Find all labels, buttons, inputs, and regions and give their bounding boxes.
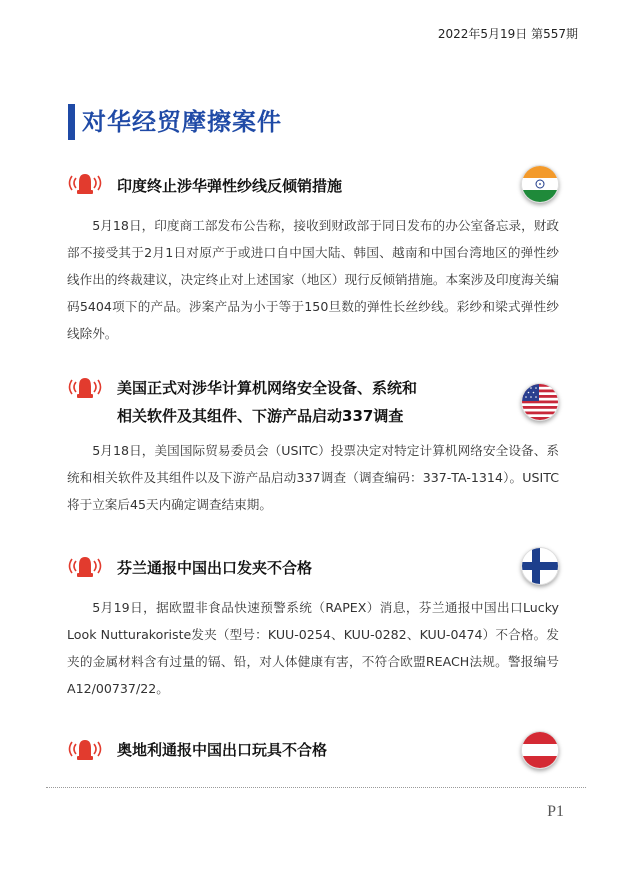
issue-date: 2022年5月19日 第557期 <box>437 27 578 41</box>
case-body: 5月18日，美国国际贸易委员会（USITC）投票决定对特定计算机网络安全设备、系统和相关软件及其组件以及下游产品启动337调查（调查编码：337-TA-1314）。USITC将于立案后45天内确定调查结束期。 <box>67 443 559 512</box>
case-title <box>117 736 327 764</box>
case-body: 5月19日，据欧盟非食品快速预警系统（RAPEX）消息，芬兰通报中国出口Lucky Look Nutturakoriste发夹（型号：KUU-0254、KUU-0282、KUU-0474）不合格。发夹的金属材料含有过量的镉、铅，对人体健康有害，不符合欧盟REACH法规。警报编号A12/00737/22。 <box>67 600 559 696</box>
case-title <box>117 172 342 200</box>
case-title-line: 印度终止涉华弹性纱线反倾销措施 <box>117 177 343 195</box>
section-title: 对华经贸摩擦案件 <box>82 108 282 136</box>
alarm-icon <box>66 170 104 196</box>
usa-flag-icon <box>521 383 559 421</box>
austria-flag-icon <box>521 731 559 769</box>
case-title-line: 芬兰通报中国出口发夹不合格 <box>117 559 313 577</box>
case-title-line: 相关软件及其组件、下游产品启动337调查 <box>117 407 404 425</box>
alarm-icon <box>66 374 104 400</box>
alarm-icon <box>66 736 104 762</box>
case-title-line: 奥地利通报中国出口玩具不合格 <box>117 741 328 759</box>
case-title-line: 美国正式对涉华计算机网络安全设备、系统和 <box>117 379 418 397</box>
section-title-bar <box>68 104 75 140</box>
india-flag-icon <box>521 165 559 203</box>
footer-divider <box>46 787 586 788</box>
case-title <box>117 374 417 430</box>
case-body: 5月18日，印度商工部发布公告称，接收到财政部于同日发布的办公室备忘录，财政部不接受其于2月1日对原产于或进口自中国大陆、韩国、越南和中国台湾地区的弹性纱线作出的终裁建议，决定终止对上述国家（地区）现行反倾销措施。本案涉及印度海关编码5404项下的产品。涉案产品为小于等于150旦数的弹性长丝纱线。彩纱和梁式弹性纱线除外。 <box>67 218 559 341</box>
finland-flag-icon <box>521 547 559 585</box>
alarm-icon <box>66 553 104 579</box>
case-title <box>117 554 312 582</box>
page-number: P1 <box>547 803 564 820</box>
